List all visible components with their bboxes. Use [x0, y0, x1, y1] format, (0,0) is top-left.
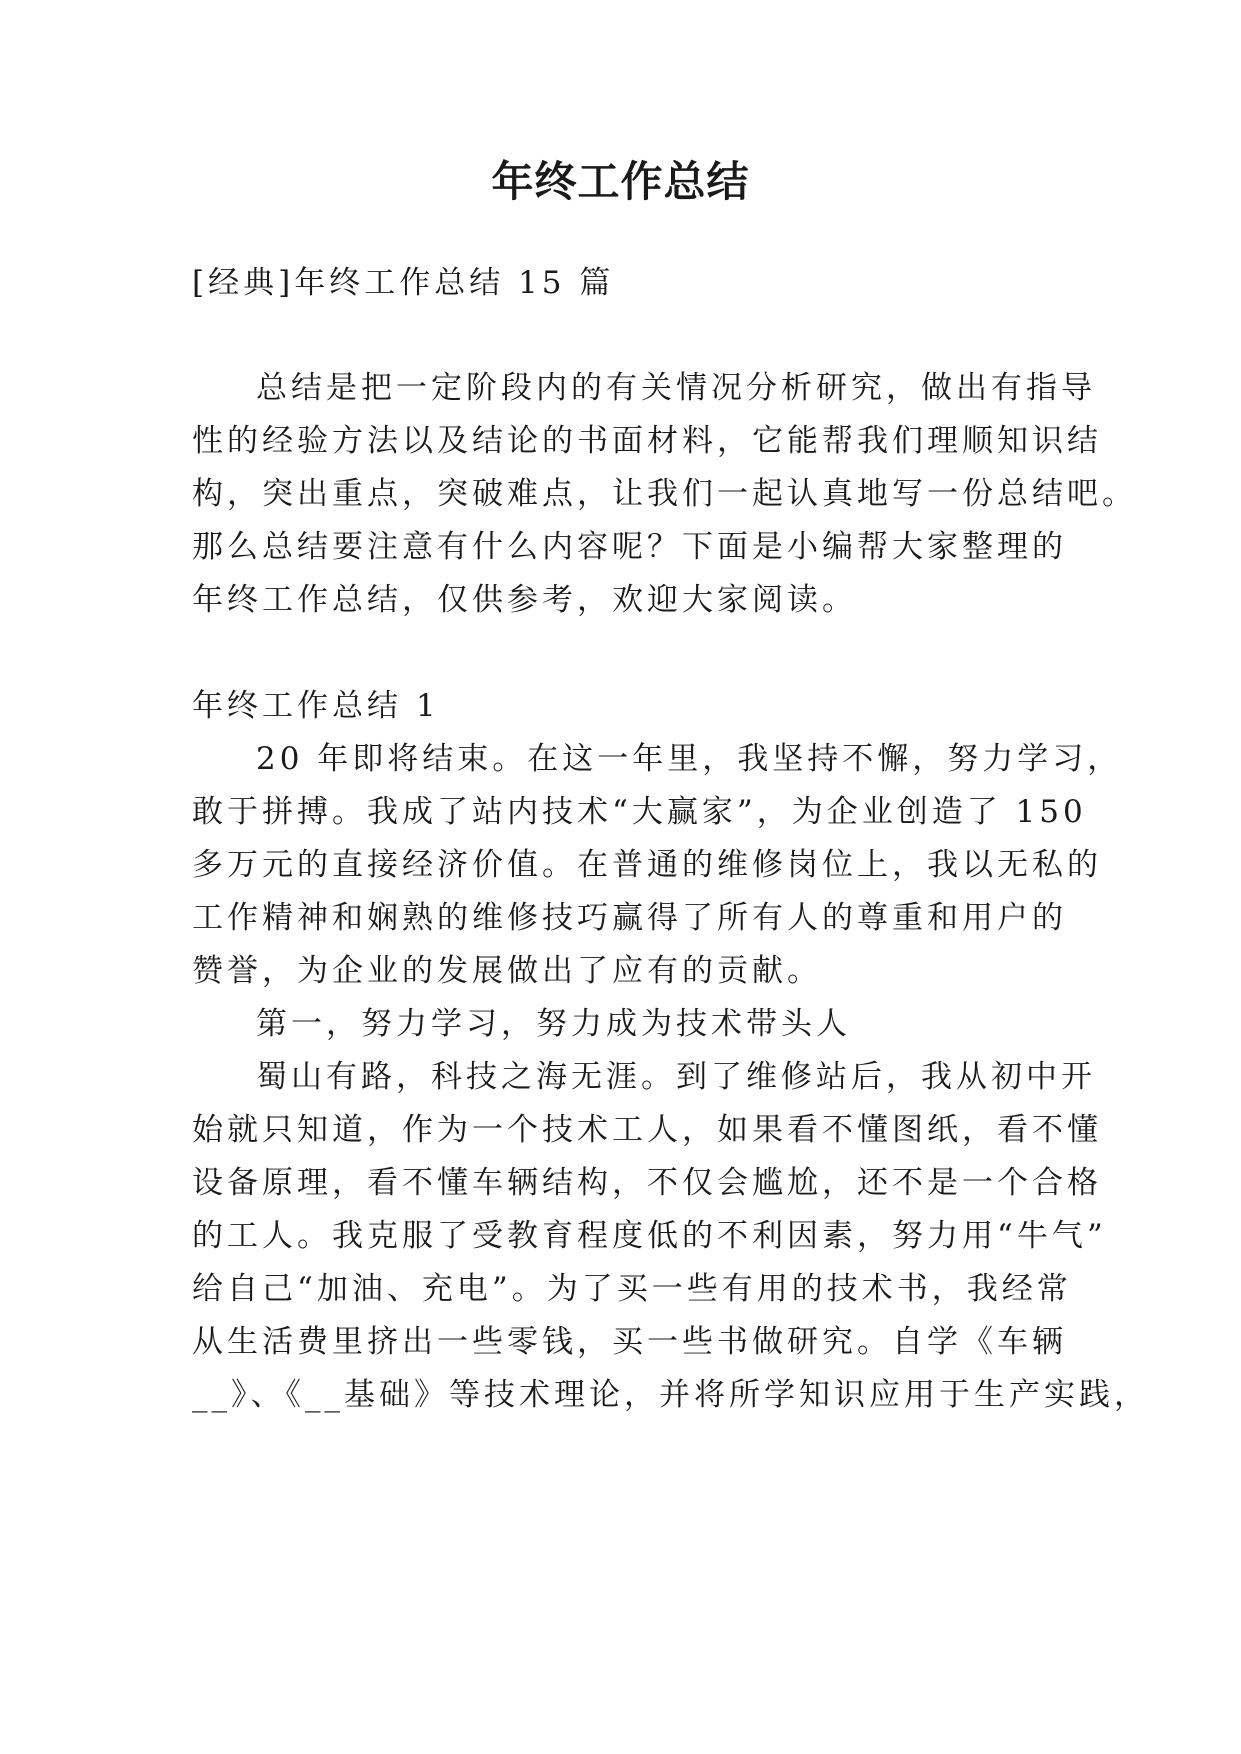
paragraph-line: 给自己“加油、充电”。为了买一些有用的技术书，我经常 [192, 1271, 1072, 1307]
intro-line: 那么总结要注意有什么内容呢？下面是小编帮大家整理的 [192, 529, 1067, 565]
intro-line: 构，突出重点，突破难点，让我们一起认真地写一份总结吧。 [192, 476, 1137, 512]
paragraph-line: 敢于拼搏。我成了站内技术“大赢家”，为企业创造了 150 [192, 794, 1087, 830]
point-heading: 第一，努力学习，努力成为技术带头人 [256, 1006, 851, 1042]
intro-line: 总结是把一定阶段内的有关情况分析研究，做出有指导 [256, 370, 1096, 406]
paragraph-line: 的工人。我克服了受教育程度低的不利因素，努力用“牛气” [192, 1218, 1107, 1254]
paragraph-line: 设备原理，看不懂车辆结构，不仅会尴尬，还不是一个合格 [192, 1165, 1102, 1201]
paragraph-line: 多万元的直接经济价值。在普通的维修岗位上，我以无私的 [192, 847, 1102, 883]
paragraph-line: 蜀山有路，科技之海无涯。到了维修站后，我从初中开 [256, 1059, 1096, 1095]
paragraph-line: 从生活费里挤出一些零钱，买一些书做研究。自学《车辆 [192, 1324, 1067, 1360]
paragraph-line: 工作精神和娴熟的维修技巧赢得了所有人的尊重和用户的 [192, 900, 1067, 936]
paragraph-line: __》、《__基础》等技术理论，并将所学知识应用于生产实践， [192, 1377, 1149, 1413]
paragraph-line: 20 年即将结束。在这一年里，我坚持不懈，努力学习， [256, 741, 1123, 777]
paragraph-line: 赞誉，为企业的发展做出了应有的贡献。 [192, 953, 822, 989]
intro-line: 年终工作总结，仅供参考，欢迎大家阅读。 [192, 582, 857, 618]
section-heading: 年终工作总结 1 [192, 688, 440, 724]
paragraph-line: 始就只知道，作为一个技术工人，如果看不懂图纸，看不懂 [192, 1112, 1102, 1148]
intro-line: 性的经验方法以及结论的书面材料，它能帮我们理顺知识结 [192, 423, 1102, 459]
document-title: 年终工作总结 [491, 157, 750, 206]
document-subtitle: [经典]年终工作总结 15 篇 [192, 265, 615, 301]
